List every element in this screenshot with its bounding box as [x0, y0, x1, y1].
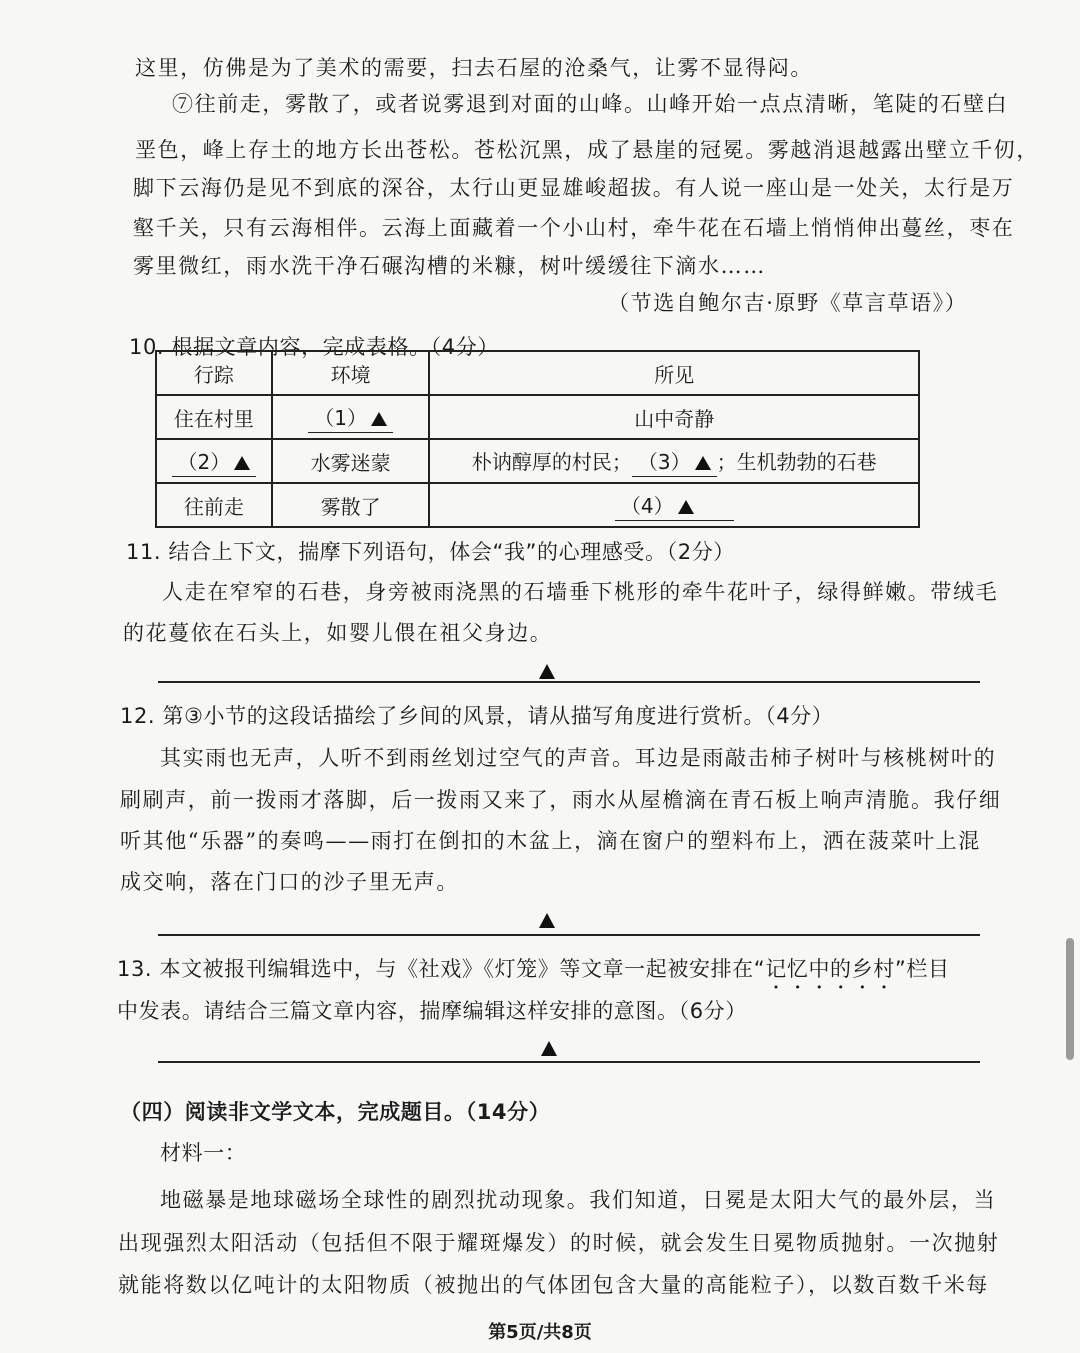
question-10: 10. 根据文章内容，完成表格。（4分） [129, 335, 499, 359]
answer-blank-4[interactable] [429, 483, 919, 527]
passage-line: 这里，仿佛是为了美术的需要，扫去石屋的沧桑气，让雾不显得闷。 [135, 56, 813, 80]
cell-text: ；生机勃勃的石巷 [716, 449, 877, 474]
passage-paragraph-7-line: 雾里微红，雨水洗干净石碾沟槽的米糠，树叶缓缓往下滴水…… [133, 254, 766, 278]
question-11-quote-line: 人走在窄窄的石巷，身旁被雨浇黑的石墙垂下桃形的牵牛花叶子，绿得鲜嫩。带绒毛 [162, 580, 999, 604]
material-label: 材料一： [160, 1141, 247, 1165]
answer-triangle-icon [371, 412, 387, 426]
answer-line-12[interactable] [158, 934, 980, 936]
question-11-quote-line: 的花蔓依在石头上，如婴儿偎在祖父身边。 [123, 621, 553, 645]
answer-triangle-icon [695, 456, 711, 470]
table-header-row [156, 351, 919, 395]
question-12-quote-line: 成交响，落在门口的沙子里无声。 [120, 870, 459, 894]
table-cell [429, 439, 919, 483]
blank-label: （2） [177, 449, 231, 474]
passage-paragraph-7-line: 脚下云海仍是见不到底的深谷，太行山更显雄峻超拔。有人说一座山是一处关，太行是万 [133, 176, 1015, 200]
answer-blank-3[interactable] [632, 446, 717, 477]
question-12: 12. 第③小节的这段话描绘了乡间的风景，请从描写角度进行赏析。（4分） [120, 704, 834, 728]
answer-triangle-icon [541, 1041, 557, 1056]
answer-triangle-icon [234, 456, 250, 470]
table-cell: 往前走 [156, 483, 272, 527]
answer-blank-2[interactable] [156, 439, 272, 483]
table-cell: 雾散了 [272, 483, 430, 527]
question-13 [117, 953, 950, 994]
scrollbar[interactable] [1066, 938, 1074, 1060]
table-row [156, 483, 919, 527]
question-10-table [155, 350, 920, 528]
passage-paragraph-7-line: ⑦往前走，雾散了，或者说雾退到对面的山峰。山峰开始一点点清晰，笔陡的石壁白 [172, 92, 1009, 116]
table-header-cell: 行踪 [156, 351, 272, 395]
section-heading: （四）阅读非文学文本，完成题目。（14分） [120, 1100, 551, 1124]
answer-line-11[interactable] [158, 681, 980, 683]
question-11: 11. 结合上下文，揣摩下列语句，体会“我”的心理感受。（2分） [126, 540, 735, 564]
question-12-quote-line: 其实雨也无声，人听不到雨丝划过空气的声音。耳边是雨敲击柿子树叶与核桃树叶的 [160, 746, 997, 770]
table-header-cell: 所见 [429, 351, 919, 395]
table-row [156, 439, 919, 483]
answer-blank-1[interactable] [272, 395, 430, 439]
material-line: 地磁暴是地球磁场全球性的剧烈扰动现象。我们知道，日冕是太阳大气的最外层，当 [160, 1188, 997, 1212]
question-13-text: 13. 本文被报刊编辑选中，与《社戏》《灯笼》等文章一起被安排在“ [117, 957, 766, 981]
column-name: 记忆中的乡村 [765, 957, 895, 981]
table-cell: 住在村里 [156, 395, 272, 439]
answer-line-13[interactable] [158, 1061, 980, 1063]
question-12-quote-line: 刷刷声，前一拨雨才落脚，后一拨雨又来了，雨水从屋檐滴在青石板上响声清脆。我仔细 [120, 788, 1002, 812]
blank-label: （4） [620, 493, 674, 518]
blank-label: （1） [314, 405, 367, 430]
table-cell: 山中奇静 [429, 395, 919, 439]
table-header-cell: 环境 [272, 351, 430, 395]
answer-triangle-icon [539, 664, 555, 679]
answer-triangle-icon [539, 913, 555, 928]
answer-triangle-icon [678, 500, 694, 514]
table-cell: 水雾迷蒙 [272, 439, 430, 483]
question-12-quote-line: 听其他“乐器”的奏鸣——雨打在倒扣的木盆上，滴在窗户的塑料布上，洒在菠菜叶上混 [120, 829, 981, 853]
blank-label: （3） [637, 449, 691, 474]
passage-source: （节选自鲍尔吉·原野《草言草语》） [608, 291, 968, 315]
page-number: 第5页/共8页 [488, 1322, 592, 1343]
passage-paragraph-7-line: 壑千关，只有云海相伴。云海上面藏着一个小山村，牵牛花在石墙上悄悄伸出蔓丝，枣在 [133, 216, 1015, 240]
question-13-text: ”栏目 [894, 957, 950, 981]
cell-text: 朴讷醇厚的村民； [471, 449, 632, 474]
material-line: 出现强烈太阳活动（包括但不限于耀斑爆发）的时候，就会发生日冕物质抛射。一次抛射 [118, 1231, 1000, 1255]
table-row [156, 395, 919, 439]
material-line: 就能将数以亿吨计的太阳物质（被抛出的气体团包含大量的高能粒子），以数百数千米每 [118, 1273, 989, 1297]
passage-paragraph-7-line: 垩色，峰上存土的地方长出苍松。苍松沉黑，成了悬崖的冠冕。雾越消退越露出壁立千仞， [135, 138, 1039, 162]
question-13-line: 中发表。请结合三篇文章内容，揣摩编辑这样安排的意图。（6分） [117, 999, 747, 1023]
